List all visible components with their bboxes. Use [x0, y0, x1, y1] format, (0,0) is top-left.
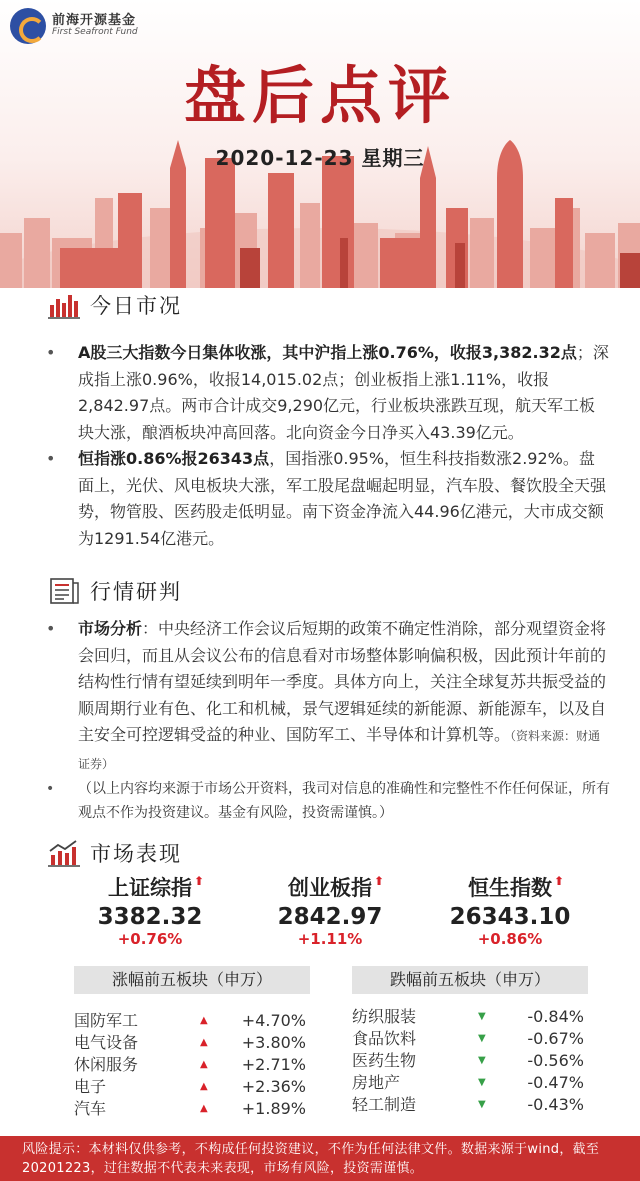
section-header-analysis	[48, 576, 182, 606]
footer-text: 风险提示：本材料仅供参考，不构成任何投资建议，不作为任何法律文件。数据来源于wind，截至20201223，过往数据不代表未来表现，市场有风险，投资需谨慎。	[22, 1142, 600, 1176]
a-shares-headline: A股三大指数今日集体收涨，其中沪指上涨0.76%，收报3,382.32点	[78, 343, 577, 362]
up-arrow-icon: ⬆	[553, 874, 564, 888]
triangle-up-icon: ▲	[200, 1081, 208, 1092]
section-header-performance	[48, 838, 182, 868]
table-row	[352, 1028, 588, 1050]
brand-logo	[10, 8, 138, 44]
analysis-bullet	[40, 616, 610, 777]
market-bullets	[40, 340, 610, 552]
index-name: 恒生指数	[468, 876, 552, 900]
section-title-analysis: 行情研判	[90, 580, 182, 604]
index-card-hangseng	[420, 872, 600, 948]
market-bullet-hk	[40, 446, 610, 552]
table-row	[74, 1054, 310, 1076]
up-arrow-icon: ⬆	[193, 874, 204, 888]
bar-chart-icon	[48, 291, 80, 319]
sector-change: +1.89%	[241, 1099, 306, 1118]
sector-change: -0.47%	[527, 1073, 584, 1092]
section-header-market	[48, 290, 182, 320]
a-shares-detail: ；深成指上涨0.96%，收报14,015.02点；创业板指上涨1.11%，收报2,842.97点。两市合计成交9,290亿元，行业板块涨跌互现，航天军工板块大涨，酿酒板块冲高回落。北向资金今日净买入43.39亿元。	[78, 343, 609, 442]
hk-headline: 恒指涨0.86%报26343点	[78, 449, 270, 468]
index-change: +1.11%	[297, 930, 363, 948]
disclaimer-text: （以上内容均来源于市场公开资料，我司对信息的准确性和完整性不作任何保证，所有观点不作为投资建议。基金有风险，投资需谨慎。）	[78, 781, 610, 821]
top-gainers-table	[74, 966, 310, 1120]
analysis-text: ：中央经济工作会议后短期的政策不确定性消除，部分观望资金将会回归，而且从会议公布的信息看对市场整体影响偏积极，因此预计年前的结构性行情有望延续到明年一季度。具体方向上，关注全球复苏共振受益的顺周期行业有色、化工和机械，景气逻辑延续的新能源、新能源车，以及自主安全可控逻辑受益的种业、国防军工、半导体和计算机等。	[78, 619, 607, 744]
sector-change: -0.84%	[527, 1007, 584, 1026]
triangle-down-icon: ▼	[478, 1011, 486, 1022]
brand-name-en: First Seafront Fund	[52, 27, 138, 38]
index-change: +0.86%	[477, 930, 543, 948]
header-banner	[0, 0, 640, 288]
index-value: 26343.10	[449, 904, 571, 930]
sector-change: -0.56%	[527, 1051, 584, 1070]
index-summary	[60, 872, 600, 948]
market-bullet-a-shares	[40, 340, 610, 446]
index-value: 3382.32	[97, 904, 203, 930]
sector-name: 电子	[74, 1077, 107, 1096]
losers-table-title: 跌幅前五板块（申万）	[352, 966, 588, 994]
sector-name: 休闲服务	[74, 1055, 139, 1074]
brand-name-cn: 前海开源基金	[52, 12, 137, 28]
index-change: +0.76%	[117, 930, 183, 948]
table-row	[352, 1094, 588, 1116]
analysis-bullets	[40, 616, 610, 825]
document-icon	[48, 577, 80, 605]
sector-change: -0.43%	[527, 1095, 584, 1114]
sector-change: +3.80%	[241, 1033, 306, 1052]
disclaimer-bullet	[40, 777, 610, 825]
triangle-down-icon: ▼	[478, 1055, 486, 1066]
section-title-performance: 市场表现	[90, 842, 182, 866]
table-row	[74, 1010, 310, 1032]
triangle-up-icon: ▲	[200, 1015, 208, 1026]
sector-name: 汽车	[74, 1099, 107, 1118]
top-losers-table	[352, 966, 588, 1116]
index-name: 创业板指	[288, 876, 372, 900]
triangle-up-icon: ▲	[200, 1037, 208, 1048]
index-value: 2842.97	[277, 904, 383, 930]
section-title-market: 今日市况	[90, 294, 182, 318]
triangle-down-icon: ▼	[478, 1033, 486, 1044]
sector-change: -0.67%	[527, 1029, 584, 1048]
triangle-up-icon: ▲	[200, 1059, 208, 1070]
sector-name: 纺织服装	[352, 1007, 417, 1026]
sector-name: 食品饮料	[352, 1029, 417, 1048]
triangle-down-icon: ▼	[478, 1077, 486, 1088]
triangle-down-icon: ▼	[478, 1099, 486, 1110]
analysis-label: 市场分析	[78, 619, 143, 638]
gainers-table-title: 涨幅前五板块（申万）	[74, 966, 310, 994]
sector-name: 国防军工	[74, 1011, 139, 1030]
index-card-chinext	[240, 872, 420, 948]
report-date: 2020-12-23 星期三	[215, 146, 425, 170]
index-name: 上证综指	[108, 876, 192, 900]
table-row	[352, 1006, 588, 1028]
sector-name: 房地产	[352, 1073, 401, 1092]
sector-name: 医药生物	[352, 1051, 417, 1070]
hk-detail: ，国指涨0.95%，恒生科技指数涨2.92%。盘面上，光伏、风电板块大涨，军工股尾盘崛起明显，汽车股、餐饮股全天强势，物管股、医药股走低明显。南下资金净流入44.96亿港元，大市成交额为1291.54亿港元。	[78, 449, 607, 548]
page-title: 盘后点评	[183, 59, 456, 132]
sector-change: +2.71%	[241, 1055, 306, 1074]
index-card-shanghai	[60, 872, 240, 948]
sector-name: 电气设备	[74, 1033, 139, 1052]
triangle-up-icon: ▲	[200, 1103, 208, 1114]
trend-chart-icon	[48, 839, 80, 867]
sector-change: +2.36%	[241, 1077, 306, 1096]
table-row	[74, 1032, 310, 1054]
analysis-source: （资料来源：财通证券）	[78, 729, 601, 771]
up-arrow-icon: ⬆	[373, 874, 384, 888]
table-row	[74, 1076, 310, 1098]
risk-disclaimer-footer	[0, 1136, 640, 1181]
table-row	[352, 1050, 588, 1072]
logo-icon	[10, 8, 46, 44]
sector-name: 轻工制造	[352, 1095, 417, 1114]
table-row	[352, 1072, 588, 1094]
table-row	[74, 1098, 310, 1120]
sector-change: +4.70%	[241, 1011, 306, 1030]
